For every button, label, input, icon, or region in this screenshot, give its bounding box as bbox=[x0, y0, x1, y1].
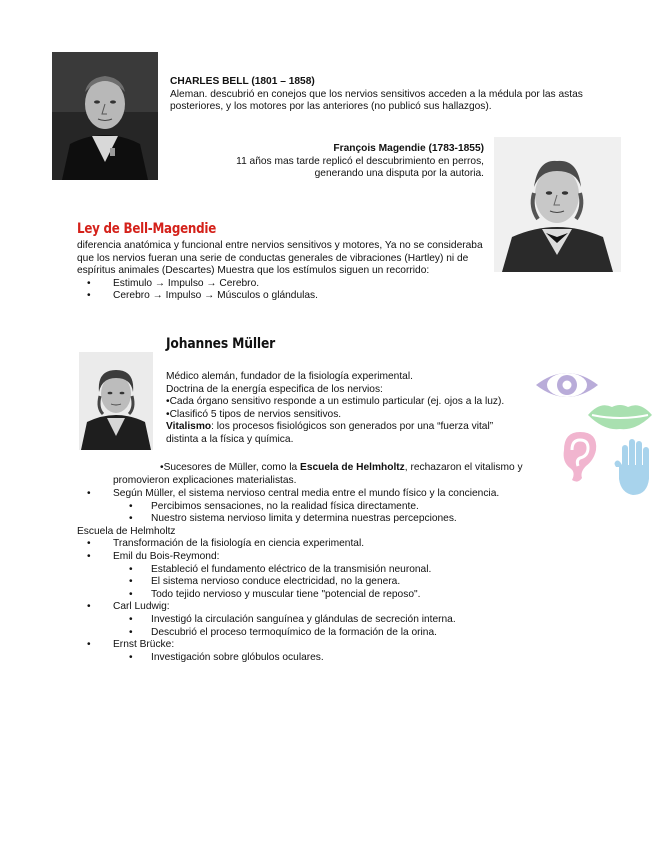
magendie-portrait bbox=[494, 137, 621, 272]
vitalismo-text: : los procesos fisiológicos son generados por una “fuerza vital” distinta a la física y química. bbox=[166, 421, 494, 445]
ear-icon bbox=[556, 428, 602, 484]
vitalismo-paragraph bbox=[166, 421, 526, 446]
muller-section bbox=[166, 371, 526, 447]
list-item: • Descubrió el proceso termoquímico de la formación de la orina. bbox=[77, 627, 617, 640]
bell-name: CHARLES BELL (1801 – 1858) bbox=[170, 76, 315, 87]
sucesores-pre: •Sucesores de Müller, como la bbox=[160, 462, 301, 473]
charles-bell-portrait bbox=[52, 52, 158, 180]
ley-section bbox=[77, 240, 489, 303]
magendie-name: François Magendie (1783-1855) bbox=[333, 143, 484, 154]
list-item: • Todo tejido nervioso y muscular tiene "potencial de reposo". bbox=[77, 589, 617, 602]
list-item: • Investigación sobre glóbulos oculares. bbox=[77, 652, 617, 665]
list-item: • Carl Ludwig: bbox=[77, 601, 617, 614]
muller-list bbox=[77, 488, 617, 526]
list-item: • Estimulo → Impulso → Cerebro. bbox=[77, 278, 489, 291]
sucesores-post: , rechazaron el vitalismo y promovieron explicaciones materialistas. bbox=[113, 462, 523, 486]
muller-line2: Doctrina de la energía especifica de los nervios: bbox=[166, 383, 383, 395]
muller-line1: Médico alemán, fundador de la fisiología experimental. bbox=[166, 371, 413, 382]
helmholtz-list bbox=[77, 538, 617, 664]
list-item: • Ernst Brücke: bbox=[77, 639, 617, 652]
muller-line3: •Cada órgano sensitivo responde a un estimulo particular (ej. ojos a la luz). bbox=[166, 396, 505, 408]
helmholtz-heading: Escuela de Helmholtz bbox=[77, 525, 176, 537]
sucesores-paragraph bbox=[113, 462, 533, 487]
muller-line4: •Clasificó 5 tipos de nervios sensitivos. bbox=[166, 408, 342, 420]
list-item: • Transformación de la fisiología en ciencia experimental. bbox=[77, 538, 617, 551]
magendie-text: 11 años mas tarde replicó el descubrimiento en perros, generando una disputa por la autoria. bbox=[236, 155, 484, 180]
ley-title: Ley de Bell-Magendie bbox=[77, 221, 217, 237]
muller-portrait bbox=[79, 352, 153, 450]
list-item: • Percibimos sensaciones, no la realidad física directamente. bbox=[77, 501, 617, 514]
hand-icon bbox=[613, 437, 655, 497]
list-item: • El sistema nervioso conduce electricidad, no la genera. bbox=[77, 576, 617, 589]
list-item: • Nuestro sistema nervioso limita y determina nuestras percepciones. bbox=[77, 513, 617, 526]
ley-text: diferencia anatómica y funcional entre nervios sensitivos y motores, Ya no se consideraba que los nervios fueran una serie de conductas generales de vibraciones (Hartley) ni de espíritus animales (Descartes) Muestra que los estímulos siguen un recorrido: bbox=[77, 240, 483, 277]
muller-title: Johannes Müller bbox=[166, 336, 276, 352]
lower-section bbox=[77, 488, 617, 664]
list-item: • Estableció el fundamento eléctrico de la transmisión neuronal. bbox=[77, 564, 617, 577]
vitalismo-label: Vitalismo bbox=[166, 421, 212, 433]
bell-section bbox=[170, 76, 590, 114]
list-item: • Cerebro → Impulso → Músculos o glándulas. bbox=[77, 290, 489, 303]
sucesores-bold: Escuela de Helmholtz bbox=[300, 462, 405, 473]
list-item: • Investigó la circulación sanguínea y glándulas de secreción interna. bbox=[77, 614, 617, 627]
list-item: • Según Müller, el sistema nervioso central media entre el mundo físico y la conciencia. bbox=[77, 488, 617, 501]
list-item: • Emil du Bois-Reymond: bbox=[77, 551, 617, 564]
lips-icon bbox=[586, 399, 654, 431]
ley-list bbox=[77, 278, 489, 303]
magendie-section bbox=[226, 143, 484, 181]
bell-text: Aleman. descubrió en conejos que los nervios sensitivos acceden a la médula por las astas posteriores, y los motores por las anteriores (no publicó sus hallazgos). bbox=[170, 88, 583, 113]
